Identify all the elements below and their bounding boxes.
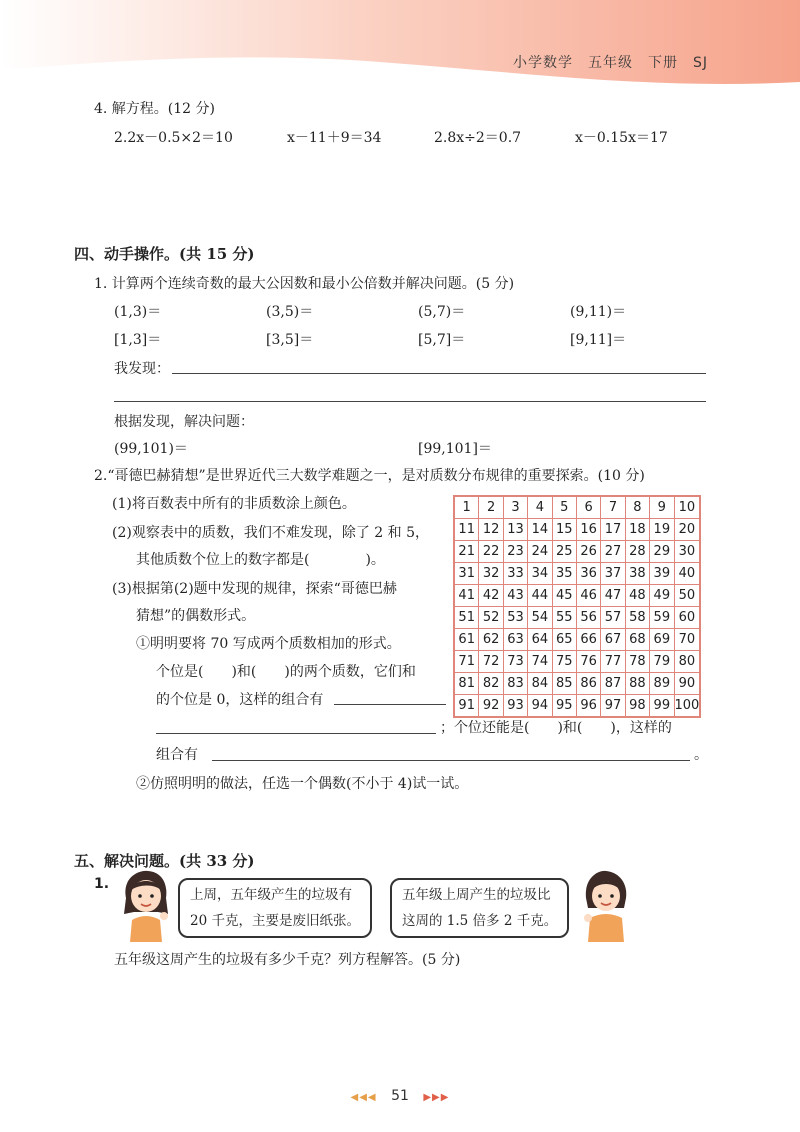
hundred-chart-cell[interactable]: 65 [552, 629, 576, 651]
hundred-chart-cell[interactable]: 60 [674, 607, 700, 629]
hundred-chart-cell[interactable]: 10 [674, 496, 700, 519]
hundred-chart-cell[interactable]: 9 [650, 496, 674, 519]
hundred-chart-cell[interactable]: 15 [552, 519, 576, 541]
hundred-chart-cell[interactable]: 88 [625, 673, 649, 695]
lcm-1: [1,3]＝ [114, 332, 162, 348]
q4-title: 4. 解方程。(12 分) [94, 101, 215, 117]
hundred-chart-cell[interactable]: 62 [479, 629, 503, 651]
s4-q1-title: 1. 计算两个连续奇数的最大公因数和最小公倍数并解决问题。(5 分) [94, 276, 515, 292]
hundred-chart-cell[interactable]: 37 [601, 563, 625, 585]
girl-left-illustration [118, 868, 174, 942]
hundred-chart-cell[interactable]: 11 [454, 519, 479, 541]
hundred-chart-cell[interactable]: 63 [503, 629, 527, 651]
right-arrows-icon: ▶▶▶ [423, 1092, 450, 1103]
hundred-chart-cell[interactable]: 25 [552, 541, 576, 563]
hundred-chart-cell[interactable]: 33 [503, 563, 527, 585]
hundred-chart-cell[interactable]: 41 [454, 585, 479, 607]
left-arrows-icon: ◀◀◀ [350, 1092, 377, 1103]
hundred-chart-cell[interactable]: 78 [625, 651, 649, 673]
hundred-chart-row [454, 585, 700, 607]
hundred-chart-cell[interactable]: 59 [650, 607, 674, 629]
gcd-4: (9,11)＝ [570, 304, 627, 320]
hundred-chart-cell[interactable]: 92 [479, 695, 503, 718]
girl-right-illustration [580, 868, 632, 942]
hundred-chart-row [454, 496, 700, 519]
hundred-chart-cell[interactable]: 39 [650, 563, 674, 585]
hundred-chart-cell[interactable]: 48 [625, 585, 649, 607]
q2-step5-end: 。 [694, 747, 708, 763]
speech-bubble-left: 上周，五年级产生的垃圾有 20 千克，主要是废旧纸张。 [178, 878, 372, 938]
hundred-chart-cell[interactable]: 4 [528, 496, 552, 519]
hundred-chart-row [454, 695, 700, 718]
hundred-chart-cell[interactable]: 66 [576, 629, 600, 651]
hundred-chart-cell[interactable]: 34 [528, 563, 552, 585]
header-title: 小学数学 五年级 下册 SJ [512, 55, 708, 71]
hundred-chart-cell[interactable]: 32 [479, 563, 503, 585]
hundred-chart-row [454, 563, 700, 585]
hundred-chart-cell[interactable]: 28 [625, 541, 649, 563]
hundred-chart-cell[interactable]: 100 [674, 695, 700, 718]
hundred-chart-cell[interactable]: 94 [528, 695, 552, 718]
hundred-chart-cell[interactable]: 26 [576, 541, 600, 563]
hundred-chart-cell[interactable]: 8 [625, 496, 649, 519]
hundred-chart-cell[interactable]: 61 [454, 629, 479, 651]
hundred-chart-cell[interactable]: 5 [552, 496, 576, 519]
hundred-chart-cell[interactable]: 55 [552, 607, 576, 629]
hundred-chart-cell[interactable]: 13 [503, 519, 527, 541]
hundred-chart-cell[interactable]: 35 [552, 563, 576, 585]
hundred-chart [453, 495, 701, 718]
hundred-chart-cell[interactable]: 54 [528, 607, 552, 629]
equation-2: x－11＋9＝34 [287, 130, 382, 146]
q2-step6: ②仿照明明的做法，任选一个偶数(不小于 4)试一试。 [136, 776, 469, 792]
hundred-chart-cell[interactable]: 52 [479, 607, 503, 629]
gcd-1: (1,3)＝ [114, 304, 162, 320]
hundred-chart-cell[interactable]: 44 [528, 585, 552, 607]
hundred-chart-cell[interactable]: 86 [576, 673, 600, 695]
hundred-chart-cell[interactable]: 91 [454, 695, 479, 718]
q2-step4: ；个位还能是( )和( )，这样的 [440, 720, 672, 736]
hundred-chart-cell[interactable]: 84 [528, 673, 552, 695]
hundred-chart-cell[interactable]: 74 [528, 651, 552, 673]
discover-label: 我发现： [114, 361, 170, 377]
hundred-chart-cell[interactable]: 99 [650, 695, 674, 718]
hundred-chart-cell[interactable]: 7 [601, 496, 625, 519]
hundred-chart-cell[interactable]: 97 [601, 695, 625, 718]
hundred-chart-row [454, 541, 700, 563]
solve-label: 根据发现，解决问题： [114, 414, 254, 430]
answer-line[interactable] [156, 733, 436, 734]
equation-3: 2.8x÷2＝0.7 [434, 130, 522, 146]
hundred-chart-cell[interactable]: 20 [674, 519, 700, 541]
hundred-chart-cell[interactable]: 58 [625, 607, 649, 629]
lcm-99-101: [99,101]＝ [418, 441, 492, 457]
hundred-chart-cell[interactable]: 90 [674, 673, 700, 695]
hundred-chart-cell[interactable]: 31 [454, 563, 479, 585]
hundred-chart-cell[interactable]: 12 [479, 519, 503, 541]
hundred-chart-cell[interactable]: 22 [479, 541, 503, 563]
hundred-chart-cell[interactable]: 67 [601, 629, 625, 651]
hundred-chart-cell[interactable]: 42 [479, 585, 503, 607]
hundred-chart-cell[interactable]: 72 [479, 651, 503, 673]
q2-part2a: (2)观察表中的质数，我们不难发现，除了 2 和 5， [112, 525, 429, 541]
page-footer [0, 1088, 800, 1104]
s5-q1-number: 1. [94, 876, 110, 892]
lcm-4: [9,11]＝ [570, 332, 627, 348]
s4-q2-title: 2.“哥德巴赫猜想”是世界近代三大数学难题之一，是对质数分布规律的重要探索。(10 分) [94, 468, 645, 484]
hundred-chart-cell[interactable]: 83 [503, 673, 527, 695]
hundred-chart-cell[interactable]: 50 [674, 585, 700, 607]
hundred-chart-cell[interactable]: 51 [454, 607, 479, 629]
speech-bubble-right: 五年级上周产生的垃圾比 这周的 1.5 倍多 2 千克。 [390, 878, 569, 938]
hundred-chart-cell[interactable]: 2 [479, 496, 503, 519]
hundred-chart-cell[interactable]: 19 [650, 519, 674, 541]
hundred-chart-cell[interactable]: 36 [576, 563, 600, 585]
hundred-chart-row [454, 651, 700, 673]
gcd-99-101: (99,101)＝ [114, 441, 188, 457]
section-4-title: 四、动手操作。(共 15 分) [74, 245, 255, 263]
hundred-chart-cell[interactable]: 14 [528, 519, 552, 541]
hundred-chart-cell[interactable]: 79 [650, 651, 674, 673]
q2-step2: 个位是( )和( )的两个质数，它们和 [156, 664, 416, 680]
hundred-chart-cell[interactable]: 53 [503, 607, 527, 629]
answer-line[interactable] [212, 760, 690, 761]
hundred-chart-cell[interactable]: 24 [528, 541, 552, 563]
hundred-chart-cell[interactable]: 82 [479, 673, 503, 695]
hundred-chart-cell[interactable]: 89 [650, 673, 674, 695]
q2-part1: (1)将百数表中所有的非质数涂上颜色。 [112, 496, 356, 512]
hundred-chart-cell[interactable]: 77 [601, 651, 625, 673]
hundred-chart-cell[interactable]: 69 [650, 629, 674, 651]
hundred-chart-row [454, 519, 700, 541]
hundred-chart-cell[interactable]: 43 [503, 585, 527, 607]
hundred-chart-row [454, 673, 700, 695]
hundred-chart-cell[interactable]: 96 [576, 695, 600, 718]
answer-line[interactable] [334, 704, 446, 705]
hundred-chart-cell[interactable]: 38 [625, 563, 649, 585]
hundred-chart-cell[interactable]: 85 [552, 673, 576, 695]
hundred-chart-cell[interactable]: 23 [503, 541, 527, 563]
hundred-chart-cell[interactable]: 27 [601, 541, 625, 563]
answer-line[interactable] [172, 373, 706, 374]
hundred-chart-cell[interactable]: 73 [503, 651, 527, 673]
hundred-chart-cell[interactable]: 49 [650, 585, 674, 607]
hundred-chart-cell[interactable]: 64 [528, 629, 552, 651]
lcm-2: [3,5]＝ [266, 332, 314, 348]
hundred-chart-cell[interactable]: 45 [552, 585, 576, 607]
hundred-chart-cell[interactable]: 1 [454, 496, 479, 519]
q2-step1: ①明明要将 70 写成两个质数相加的形式。 [136, 636, 401, 652]
hundred-chart-cell[interactable]: 57 [601, 607, 625, 629]
s5-q1-question: 五年级这周产生的垃圾有多少千克？列方程解答。(5 分) [114, 952, 461, 968]
hundred-chart-cell[interactable]: 71 [454, 651, 479, 673]
hundred-chart-cell[interactable]: 21 [454, 541, 479, 563]
page-number: 51 [391, 1088, 409, 1104]
equation-4: x－0.15x＝17 [575, 130, 668, 146]
hundred-chart-cell[interactable]: 30 [674, 541, 700, 563]
hundred-chart-cell[interactable]: 18 [625, 519, 649, 541]
q2-part3b: 猜想”的偶数形式。 [136, 608, 256, 624]
hundred-chart-cell[interactable]: 56 [576, 607, 600, 629]
answer-line[interactable] [114, 401, 706, 402]
section-5-title: 五、解决问题。(共 33 分) [74, 852, 255, 870]
q2-step3: 的个位是 0，这样的组合有 [156, 692, 324, 708]
q2-part2b: 其他质数个位上的数字都是( )。 [136, 552, 385, 568]
lcm-3: [5,7]＝ [418, 332, 466, 348]
equation-1: 2.2x－0.5×2＝10 [114, 130, 233, 146]
hundred-chart-cell[interactable]: 16 [576, 519, 600, 541]
hundred-chart-cell[interactable]: 70 [674, 629, 700, 651]
hundred-chart-cell[interactable]: 29 [650, 541, 674, 563]
hundred-chart-cell[interactable]: 17 [601, 519, 625, 541]
hundred-chart-cell[interactable]: 47 [601, 585, 625, 607]
hundred-chart-cell[interactable]: 75 [552, 651, 576, 673]
hundred-chart-row [454, 607, 700, 629]
hundred-chart-cell[interactable]: 87 [601, 673, 625, 695]
hundred-chart-cell[interactable]: 40 [674, 563, 700, 585]
hundred-chart-cell[interactable]: 81 [454, 673, 479, 695]
hundred-chart-cell[interactable]: 3 [503, 496, 527, 519]
hundred-chart-cell[interactable]: 98 [625, 695, 649, 718]
q2-step5: 组合有 [156, 747, 198, 763]
hundred-chart-cell[interactable]: 68 [625, 629, 649, 651]
hundred-chart-cell[interactable]: 46 [576, 585, 600, 607]
hundred-chart-cell[interactable]: 76 [576, 651, 600, 673]
q2-part3a: (3)根据第(2)题中发现的规律，探索“哥德巴赫 [112, 581, 397, 597]
hundred-chart-cell[interactable]: 80 [674, 651, 700, 673]
gcd-3: (5,7)＝ [418, 304, 466, 320]
hundred-chart-row [454, 629, 700, 651]
hundred-chart-cell[interactable]: 93 [503, 695, 527, 718]
hundred-chart-cell[interactable]: 6 [576, 496, 600, 519]
gcd-2: (3,5)＝ [266, 304, 314, 320]
hundred-chart-cell[interactable]: 95 [552, 695, 576, 718]
